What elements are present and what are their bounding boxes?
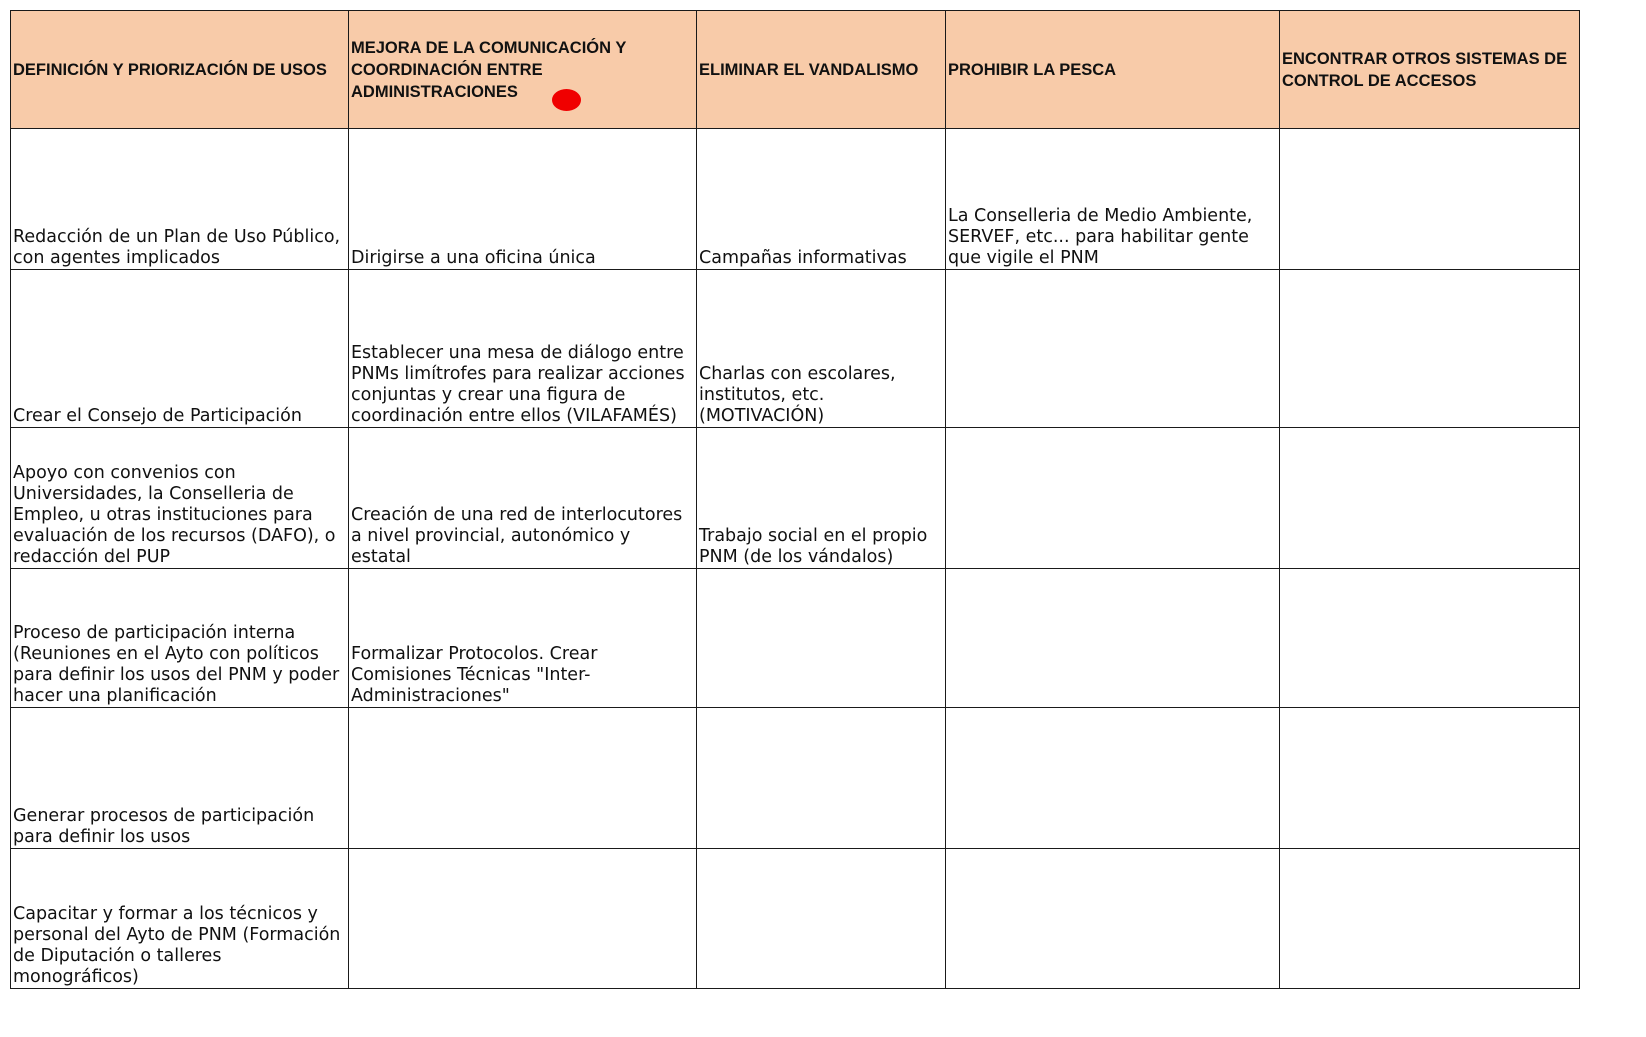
- table-cell[interactable]: [946, 569, 1280, 708]
- table-cell[interactable]: [946, 270, 1280, 428]
- table-cell[interactable]: Proceso de participación interna (Reuniones en el Ayto con políticos para definir los usos del PNM y poder hacer una planificación: [11, 569, 349, 708]
- table-cell[interactable]: [349, 708, 697, 849]
- table-cell[interactable]: [349, 849, 697, 989]
- table-cell[interactable]: [697, 708, 946, 849]
- header-row: [11, 11, 1580, 129]
- table-cell[interactable]: La Conselleria de Medio Ambiente, SERVEF, etc... para habilitar gente que vigile el PNM: [946, 129, 1280, 270]
- table-cell[interactable]: [1280, 428, 1580, 569]
- header-cell-comunicacion[interactable]: MEJORA DE LA COMUNICACIÓN Y COORDINACIÓN ENTRE ADMINISTRACIONES: [349, 11, 697, 129]
- table-row: [11, 129, 1580, 270]
- table-cell[interactable]: [1280, 270, 1580, 428]
- spreadsheet-table: [10, 10, 1580, 989]
- table-row: [11, 270, 1580, 428]
- header-cell-vandalismo[interactable]: ELIMINAR EL VANDALISMO: [697, 11, 946, 129]
- table-cell[interactable]: Crear el Consejo de Participación: [11, 270, 349, 428]
- red-dot-marker: [552, 89, 581, 111]
- header-cell-pesca[interactable]: PROHIBIR LA PESCA: [946, 11, 1280, 129]
- table-cell[interactable]: Generar procesos de participación para definir los usos: [11, 708, 349, 849]
- table-cell[interactable]: Charlas con escolares, institutos, etc. (MOTIVACIÓN): [697, 270, 946, 428]
- table-row: [11, 428, 1580, 569]
- table-cell[interactable]: [946, 849, 1280, 989]
- table-cell[interactable]: [697, 849, 946, 989]
- table-cell[interactable]: Formalizar Protocolos. Crear Comisiones Técnicas "Inter-Administraciones": [349, 569, 697, 708]
- table-cell[interactable]: [1280, 129, 1580, 270]
- header-cell-accesos[interactable]: ENCONTRAR OTROS SISTEMAS DE CONTROL DE ACCESOS: [1280, 11, 1580, 129]
- header-cell-definicion[interactable]: DEFINICIÓN Y PRIORIZACIÓN DE USOS: [11, 11, 349, 129]
- table-row: [11, 849, 1580, 989]
- table-cell[interactable]: [946, 708, 1280, 849]
- table-row: [11, 708, 1580, 849]
- table-row: [11, 569, 1580, 708]
- table-cell[interactable]: Trabajo social en el propio PNM (de los vándalos): [697, 428, 946, 569]
- table-cell[interactable]: [1280, 849, 1580, 989]
- table-cell[interactable]: Apoyo con convenios con Universidades, la Conselleria de Empleo, u otras instituciones para evaluación de los recursos (DAFO), o redacción del PUP: [11, 428, 349, 569]
- table-cell[interactable]: [1280, 569, 1580, 708]
- table-cell[interactable]: [1280, 708, 1580, 849]
- table-cell[interactable]: Redacción de un Plan de Uso Público, con agentes implicados: [11, 129, 349, 270]
- table-cell[interactable]: Creación de una red de interlocutores a nivel provincial, autonómico y estatal: [349, 428, 697, 569]
- table-cell[interactable]: [946, 428, 1280, 569]
- table-cell[interactable]: Capacitar y formar a los técnicos y personal del Ayto de PNM (Formación de Diputación o talleres monográficos): [11, 849, 349, 989]
- table-cell[interactable]: Campañas informativas: [697, 129, 946, 270]
- table-cell[interactable]: [697, 569, 946, 708]
- table-cell[interactable]: Establecer una mesa de diálogo entre PNMs limítrofes para realizar acciones conjuntas y crear una figura de coordinación entre ellos (VILAFAMÉS): [349, 270, 697, 428]
- table-cell[interactable]: Dirigirse a una oficina única: [349, 129, 697, 270]
